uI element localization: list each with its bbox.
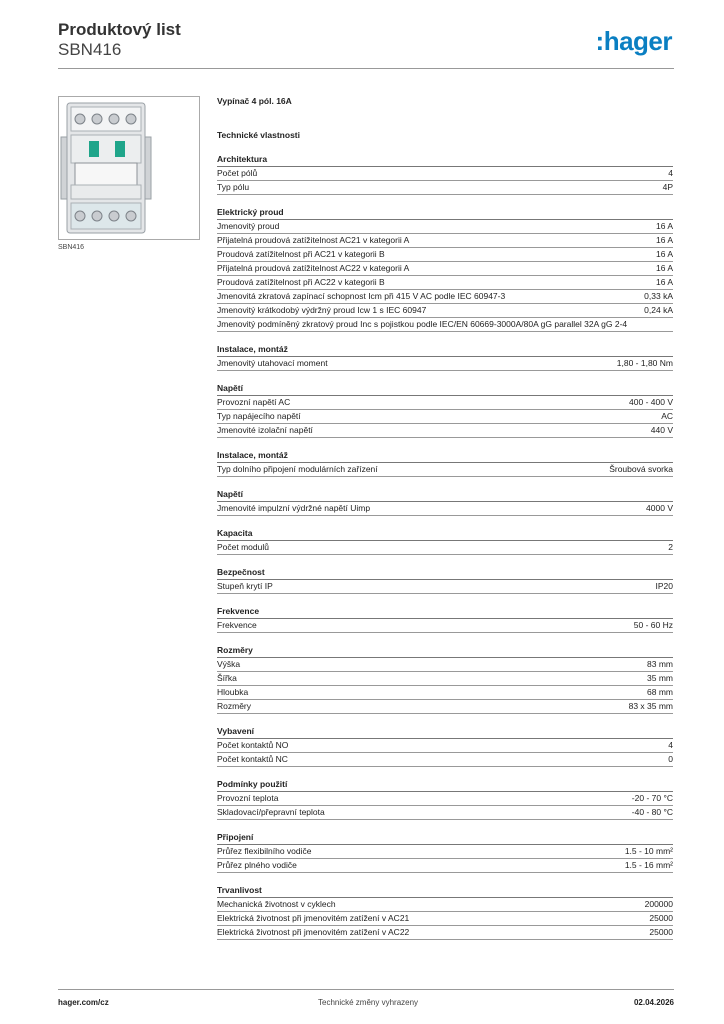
spec-value: 200000: [644, 899, 673, 909]
spec-value: -40 - 80 °C: [631, 807, 673, 817]
spec-label: Elektrická životnost při jmenovitém zatížení v AC21: [217, 913, 410, 923]
spec-row: [217, 463, 673, 477]
spec-section: [217, 726, 673, 767]
spec-section: [217, 567, 673, 594]
footer-date: 02.04.2026: [633, 998, 674, 1007]
spec-label: Jmenovité impulzní výdržné napětí Uimp: [217, 503, 371, 513]
logo-text: hager: [603, 26, 672, 56]
spec-label: Skladovací/přepravní teplota: [217, 807, 325, 817]
spec-label: Stupeň krytí IP: [217, 581, 273, 591]
spec-label: Počet modulů: [217, 542, 269, 552]
spec-row: [217, 912, 673, 926]
spec-value: 16 A: [655, 263, 673, 273]
spec-section: [217, 528, 673, 555]
spec-label: Rozměry: [217, 701, 252, 711]
spec-label: Průřez flexibilního vodiče: [217, 846, 312, 856]
spec-section: [217, 154, 673, 195]
spec-label: Hloubka: [217, 687, 249, 697]
section-title: Podmínky použití: [217, 779, 673, 792]
spec-label: Typ dolního připojení modulárních zařízení: [217, 464, 378, 474]
spec-label: Jmenovitý proud: [217, 221, 280, 231]
product-code: SBN416: [58, 40, 122, 59]
spec-value: 68 mm: [647, 687, 673, 697]
spec-label: Výška: [217, 659, 241, 669]
spec-label: Jmenovité izolační napětí: [217, 425, 313, 435]
spec-section: [217, 489, 673, 516]
spec-value: 50 - 60 Hz: [633, 620, 673, 630]
spec-section: [217, 344, 673, 371]
spec-row: [217, 898, 673, 912]
spec-row: [217, 753, 673, 767]
spec-section: [217, 606, 673, 633]
spec-value: 83 x 35 mm: [628, 701, 673, 711]
spec-label: Přijatelná proudová zatížitelnost AC22 v kategorii A: [217, 263, 410, 273]
spec-value: 25000: [649, 913, 673, 923]
spec-row: [217, 792, 673, 806]
spec-row: [217, 396, 673, 410]
spec-row: [217, 181, 673, 195]
spec-label: Typ napájecího napětí: [217, 411, 301, 421]
spec-label: Provozní teplota: [217, 793, 279, 803]
spec-row: [217, 234, 673, 248]
spec-row: [217, 276, 673, 290]
spec-section: [217, 450, 673, 477]
section-title: Napětí: [217, 489, 673, 502]
section-title: Elektrický proud: [217, 207, 673, 220]
spec-value: 0,24 kA: [644, 305, 673, 315]
spec-value: 4P: [662, 182, 673, 192]
product-specs: [217, 94, 673, 940]
spec-value: -20 - 70 °C: [631, 793, 673, 803]
header-divider: [58, 68, 674, 69]
spec-value: 4: [668, 740, 673, 750]
spec-value: 16 A: [655, 277, 673, 287]
spec-value: 35 mm: [647, 673, 673, 683]
product-name: Vypínač 4 pól. 16A: [217, 96, 292, 106]
page-header: [58, 20, 674, 68]
spec-value: 2: [668, 542, 673, 552]
hager-logo: :hager: [595, 26, 672, 56]
spec-row: [217, 318, 673, 332]
spec-label: Proudová zatížitelnost při AC22 v kategorii B: [217, 277, 385, 287]
spec-value: 16 A: [655, 249, 673, 259]
spec-label: Průřez plného vodiče: [217, 860, 297, 870]
product-image: [58, 96, 200, 240]
spec-row: [217, 580, 673, 594]
spec-value: 4: [668, 168, 673, 178]
spec-row: [217, 672, 673, 686]
spec-row: [217, 502, 673, 516]
spec-value: 25000: [649, 927, 673, 937]
spec-row: [217, 220, 673, 234]
spec-value: 16 A: [655, 235, 673, 245]
spec-value: 1,80 - 1,80 Nm: [616, 358, 673, 368]
spec-value: 1.5 - 10 mm²: [624, 846, 673, 856]
spec-section: [217, 779, 673, 820]
spec-row: [217, 845, 673, 859]
spec-label: Šířka: [217, 673, 237, 683]
section-title: Trvanlivost: [217, 885, 673, 898]
image-caption: SBN416: [58, 244, 85, 251]
section-title: Bezpečnost: [217, 567, 673, 580]
spec-value: AC: [661, 411, 673, 421]
footer-divider: [58, 989, 674, 990]
spec-value: 0,33 kA: [644, 291, 673, 301]
spec-label: Frekvence: [217, 620, 257, 630]
spec-label: Proudová zatížitelnost při AC21 v kategorii B: [217, 249, 385, 259]
spec-row: [217, 859, 673, 873]
spec-label: Jmenovitý utahovací moment: [217, 358, 328, 368]
section-title: Vybavení: [217, 726, 673, 739]
spec-sections: [217, 154, 673, 940]
spec-row: [217, 290, 673, 304]
spec-row: [217, 424, 673, 438]
section-title: Rozměry: [217, 645, 673, 658]
spec-row: [217, 304, 673, 318]
spec-value: 440 V: [650, 425, 673, 435]
section-title: Napětí: [217, 383, 673, 396]
spec-label: Jmenovitá zkratová zapínací schopnost Icm při 415 V AC podle IEC 60947-3: [217, 291, 506, 301]
spec-label: Provozní napětí AC: [217, 397, 291, 407]
spec-value: IP20: [655, 581, 673, 591]
spec-section: [217, 885, 673, 940]
section-title: Architektura: [217, 154, 673, 167]
spec-value: 0: [668, 754, 673, 764]
spec-section: [217, 645, 673, 714]
footer-notice: Technické změny vyhrazeny: [318, 998, 419, 1007]
section-title: Připojení: [217, 832, 673, 845]
spec-label: Počet kontaktů NO: [217, 740, 289, 750]
spec-label: Jmenovitý krátkodobý výdržný proud Icw 1 s IEC 60947: [217, 305, 427, 315]
spec-value: 16 A: [655, 221, 673, 231]
spec-row: [217, 167, 673, 181]
spec-row: [217, 658, 673, 672]
spec-label: Počet pólů: [217, 168, 258, 178]
spec-row: [217, 541, 673, 555]
spec-row: [217, 410, 673, 424]
spec-label: Elektrická životnost při jmenovitém zatížení v AC22: [217, 927, 410, 937]
section-title: Instalace, montáž: [217, 450, 673, 463]
section-title: Kapacita: [217, 528, 673, 541]
spec-section: [217, 383, 673, 438]
spec-section: [217, 832, 673, 873]
spec-row: [217, 619, 673, 633]
page-title: Produktový list: [58, 20, 181, 39]
section-title: Frekvence: [217, 606, 673, 619]
spec-value: 400 - 400 V: [629, 397, 673, 407]
spec-value: 4000 V: [646, 503, 673, 513]
spec-label: Přijatelná proudová zatížitelnost AC21 v kategorii A: [217, 235, 410, 245]
spec-label: Jmenovitý podmíněný zkratový proud Inc s pojistkou podle IEC/EN 60669-3000A/80A gG parallel 32A gG 2-4: [217, 319, 628, 329]
spec-row: [217, 357, 673, 371]
spec-label: Počet kontaktů NC: [217, 754, 288, 764]
spec-row: [217, 248, 673, 262]
spec-row: [217, 806, 673, 820]
spec-row: [217, 739, 673, 753]
switch-disconnector-illustration: [59, 97, 199, 239]
spec-row: [217, 926, 673, 940]
section-title: Instalace, montáž: [217, 344, 673, 357]
footer-website: hager.com/cz: [58, 998, 109, 1007]
spec-label: Typ pólu: [217, 182, 250, 192]
spec-label: Mechanická životnost v cyklech: [217, 899, 336, 909]
spec-section: [217, 207, 673, 332]
spec-row: [217, 262, 673, 276]
spec-row: [217, 686, 673, 700]
spec-value: 1.5 - 16 mm²: [624, 860, 673, 870]
spec-row: [217, 700, 673, 714]
spec-value: Šroubová svorka: [609, 464, 673, 474]
tech-properties-heading: Technické vlastnosti: [217, 130, 300, 140]
spec-value: 83 mm: [647, 659, 673, 669]
